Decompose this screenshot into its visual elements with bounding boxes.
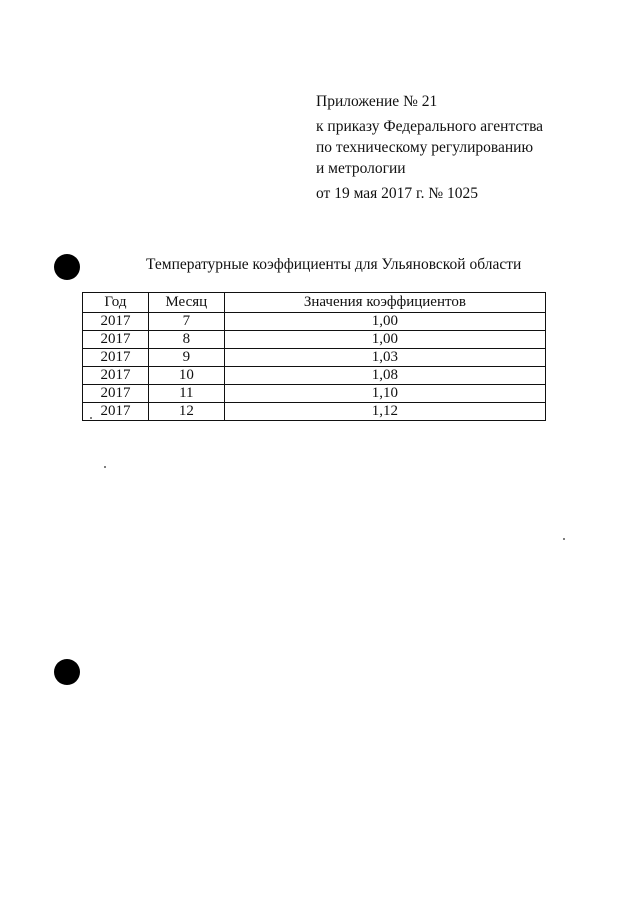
table-row [83,331,546,349]
column-header-month: Месяц [148,293,224,313]
scan-speck [563,538,565,540]
cell-month: 7 [148,313,224,331]
order-reference-line-3: и метрологии [316,160,406,177]
order-date: от 19 мая 2017 г. № 1025 [316,185,479,202]
cell-month: 12 [148,403,224,421]
punch-hole-bottom [54,659,80,685]
appendix-header [316,91,616,204]
cell-coefficient: 1,08 [224,367,545,385]
table-row [83,385,546,403]
cell-month: 11 [148,385,224,403]
appendix-number: Приложение № 21 [316,93,438,110]
table-row [83,349,546,367]
coefficients-table [82,292,546,421]
order-reference-line-2: по техническому регулированию [316,139,534,156]
table-row [83,367,546,385]
column-header-coefficient: Значения коэффициентов [224,293,545,313]
cell-year: 2017 [83,331,149,349]
order-reference-line-1: к приказу Федерального агентства [316,118,544,135]
cell-coefficient: 1,10 [224,385,545,403]
punch-hole-top [54,254,80,280]
cell-coefficient: 1,03 [224,349,545,367]
scan-speck [104,466,106,468]
cell-year: 2017 [83,385,149,403]
cell-month: 10 [148,367,224,385]
cell-coefficient: 1,00 [224,313,545,331]
cell-year: 2017 [83,403,149,421]
cell-coefficient: 1,12 [224,403,545,421]
cell-year: 2017 [83,349,149,367]
cell-month: 8 [148,331,224,349]
cell-year: 2017 [83,313,149,331]
table-row [83,403,546,421]
cell-year: 2017 [83,367,149,385]
table-title: Температурные коэффициенты для Ульяновской области [146,256,522,273]
column-header-year: Год [83,293,149,313]
table-row [83,313,546,331]
cell-coefficient: 1,00 [224,331,545,349]
cell-month: 9 [148,349,224,367]
table-header-row [83,293,546,313]
scan-speck [90,417,92,419]
